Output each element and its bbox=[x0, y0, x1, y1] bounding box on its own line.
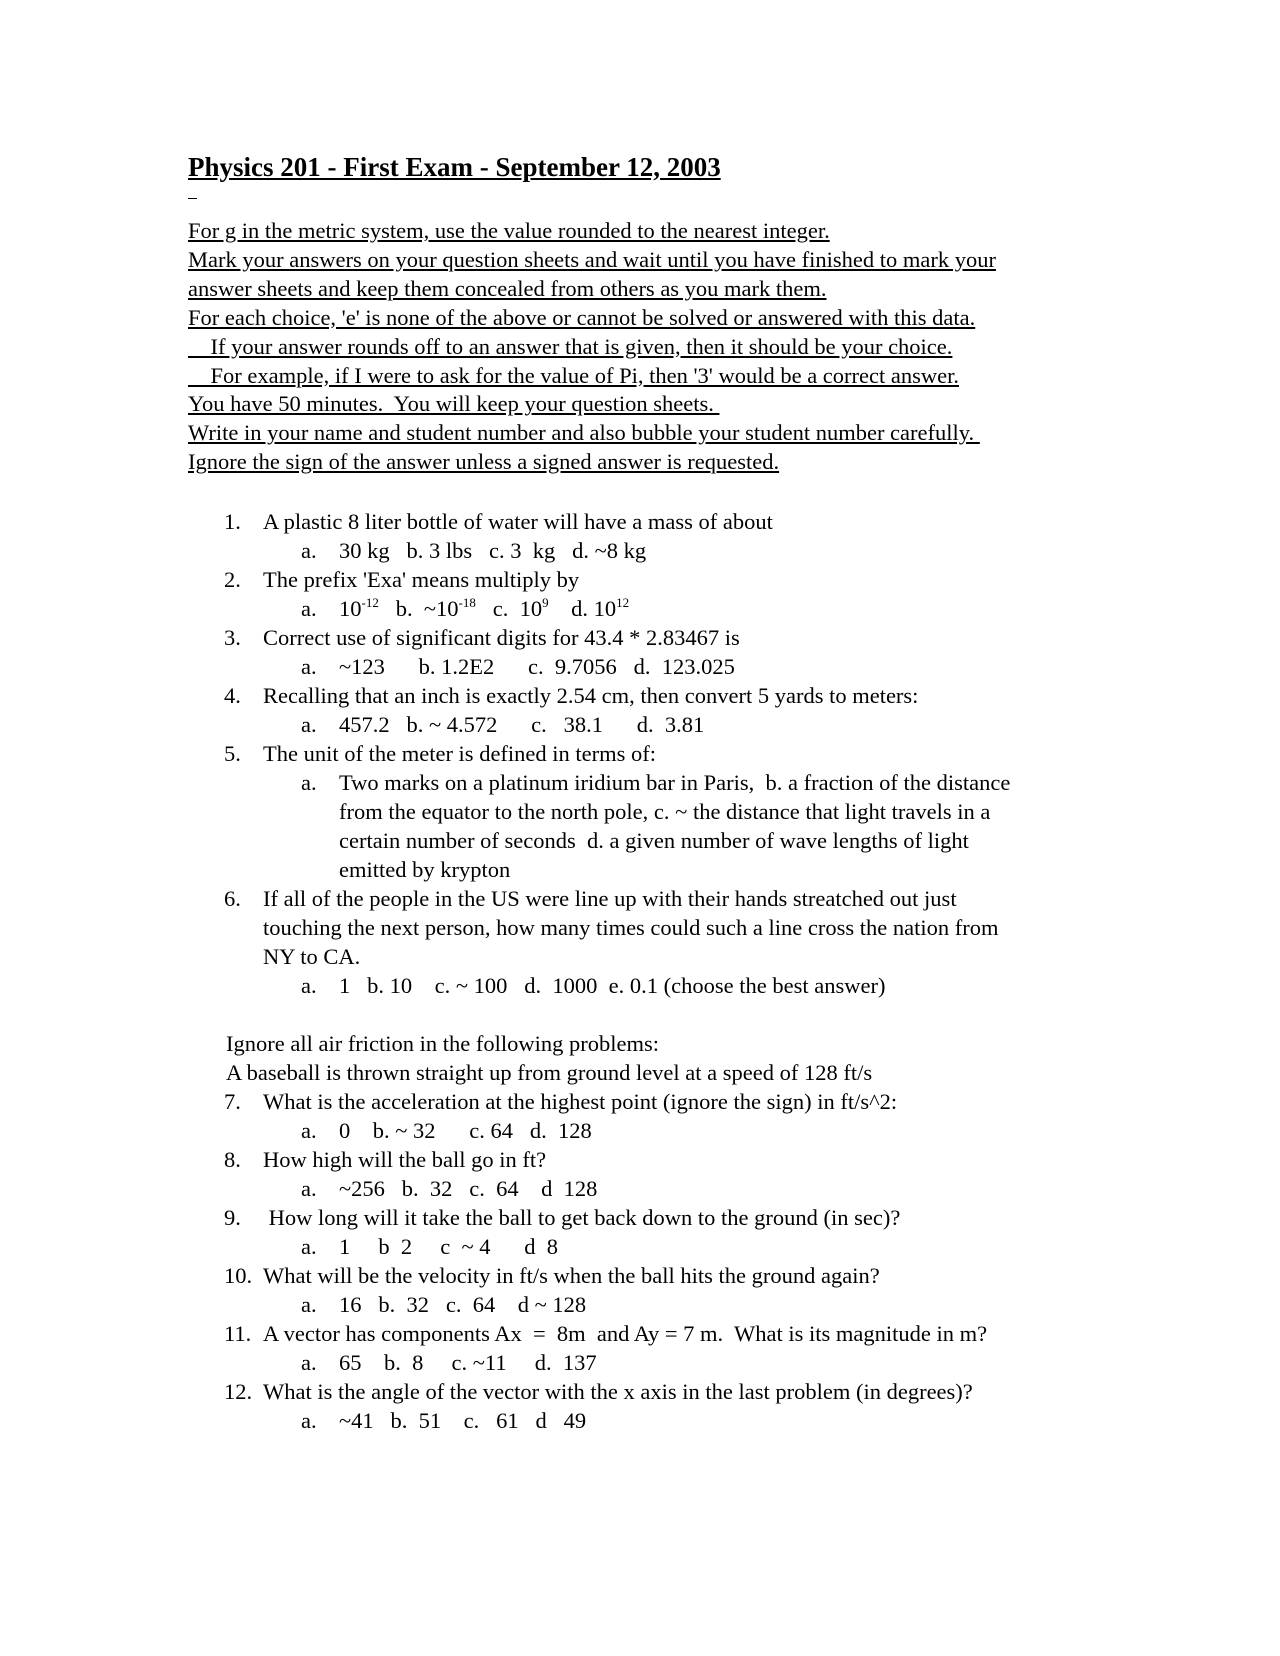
section-intro-line: Ignore all air friction in the following problems: bbox=[226, 1031, 660, 1056]
question-12 bbox=[0, 1379, 1280, 1408]
option-b-exponent: -18 bbox=[458, 595, 476, 610]
option-letter: a. bbox=[301, 1350, 317, 1375]
question-7-options bbox=[0, 1118, 1280, 1147]
options-text: Two marks on a platinum iridium bar in Paris, b. a fraction of the distance bbox=[339, 770, 1011, 795]
question-10 bbox=[0, 1263, 1280, 1292]
instruction-line: You have 50 minutes. You will keep your question sheets. bbox=[188, 391, 720, 417]
question-12-options bbox=[0, 1408, 1280, 1437]
options-text: 1 b. 10 c. ~ 100 d. 1000 e. 0.1 (choose the best answer) bbox=[339, 973, 886, 998]
question-4 bbox=[0, 683, 1280, 712]
option-a-exponent: -12 bbox=[361, 595, 379, 610]
instructions-block bbox=[188, 217, 996, 477]
options-text: 0 b. ~ 32 c. 64 d. 128 bbox=[339, 1118, 592, 1143]
question-text: The prefix 'Exa' means multiply by bbox=[263, 567, 580, 592]
question-5-options-cont bbox=[0, 857, 1280, 886]
options-text: emitted by krypton bbox=[339, 857, 511, 882]
option-letter: a. bbox=[301, 1118, 317, 1143]
options-text: from the equator to the north pole, c. ~ the distance that light travels in a bbox=[339, 799, 991, 824]
instruction-line: If your answer rounds off to an answer that is given, then it should be your choice. bbox=[188, 333, 953, 359]
option-d-base: d. 10 bbox=[571, 596, 617, 621]
question-text: Recalling that an inch is exactly 2.54 cm, then convert 5 yards to meters: bbox=[263, 683, 919, 708]
question-number: 1. bbox=[224, 509, 241, 534]
question-number: 3. bbox=[224, 625, 241, 650]
question-6 bbox=[0, 886, 1280, 915]
options-text bbox=[339, 596, 629, 622]
options-text: 1 b 2 c ~ 4 d 8 bbox=[339, 1234, 559, 1259]
question-number: 7. bbox=[224, 1089, 241, 1114]
question-number: 11. bbox=[224, 1321, 252, 1346]
question-number: 5. bbox=[224, 741, 241, 766]
option-c-base: c. 10 bbox=[492, 596, 543, 621]
options-text: ~256 b. 32 c. 64 d 128 bbox=[339, 1176, 598, 1201]
question-6-cont bbox=[0, 944, 1280, 973]
question-number: 4. bbox=[224, 683, 241, 708]
instruction-line: Ignore the sign of the answer unless a signed answer is requested. bbox=[188, 449, 780, 475]
options-text: ~41 b. 51 c. 61 d 49 bbox=[339, 1408, 587, 1433]
question-3-options bbox=[0, 654, 1280, 683]
question-5-options-cont bbox=[0, 828, 1280, 857]
question-text: Correct use of significant digits for 43.4 * 2.83467 is bbox=[263, 625, 740, 650]
option-letter: a. bbox=[301, 538, 317, 563]
option-letter: a. bbox=[301, 654, 317, 679]
options-text: ~123 b. 1.2E2 c. 9.7056 d. 123.025 bbox=[339, 654, 735, 679]
separator-dash bbox=[188, 198, 197, 199]
question-9-options bbox=[0, 1234, 1280, 1263]
option-letter: a. bbox=[301, 1176, 317, 1201]
question-text: How high will the ball go in ft? bbox=[263, 1147, 547, 1172]
question-5 bbox=[0, 741, 1280, 770]
exam-title: Physics 201 - First Exam - September 12, 2003 bbox=[188, 152, 721, 182]
question-1-options bbox=[0, 538, 1280, 567]
question-number: 6. bbox=[224, 886, 241, 911]
question-text: How long will it take the ball to get back down to the ground (in sec)? bbox=[263, 1205, 901, 1230]
options-text: 16 b. 32 c. 64 d ~ 128 bbox=[339, 1292, 587, 1317]
instruction-line: For each choice, 'e' is none of the above or cannot be solved or answered with this data. bbox=[188, 304, 976, 330]
option-letter: a. bbox=[301, 1408, 317, 1433]
question-text: If all of the people in the US were line up with their hands streatched out just bbox=[263, 886, 957, 911]
question-6-options bbox=[0, 973, 1280, 1002]
question-text: NY to CA. bbox=[263, 944, 361, 969]
question-text: What is the angle of the vector with the x axis in the last problem (in degrees)? bbox=[263, 1379, 973, 1404]
question-text: A vector has components Ax = 8m and Ay = 7 m. What is its magnitude in m? bbox=[263, 1321, 988, 1346]
question-text: A plastic 8 liter bottle of water will have a mass of about bbox=[263, 509, 773, 534]
question-2 bbox=[0, 567, 1280, 596]
question-1 bbox=[0, 509, 1280, 538]
question-2-options bbox=[0, 596, 1280, 625]
option-a-base: 10 bbox=[339, 596, 362, 621]
options-text: 30 kg b. 3 lbs c. 3 kg d. ~8 kg bbox=[339, 538, 647, 563]
options-text: certain number of seconds d. a given number of wave lengths of light bbox=[339, 828, 969, 853]
question-text: What will be the velocity in ft/s when the ball hits the ground again? bbox=[263, 1263, 880, 1288]
question-5-options-cont bbox=[0, 799, 1280, 828]
option-c-exponent: 9 bbox=[542, 595, 549, 610]
question-text: touching the next person, how many times could such a line cross the nation from bbox=[263, 915, 999, 940]
instruction-line: For g in the metric system, use the value rounded to the nearest integer. bbox=[188, 218, 830, 243]
question-text: The unit of the meter is defined in terms of: bbox=[263, 741, 657, 766]
question-number: 2. bbox=[224, 567, 241, 592]
section-intro bbox=[0, 1060, 1280, 1089]
instruction-line: Mark your answers on your question sheets and wait until you have finished to mark your bbox=[188, 246, 996, 272]
question-8-options bbox=[0, 1176, 1280, 1205]
question-text: What is the acceleration at the highest point (ignore the sign) in ft/s^2: bbox=[263, 1089, 898, 1114]
question-4-options bbox=[0, 712, 1280, 741]
question-9 bbox=[0, 1205, 1280, 1234]
options-text: 457.2 b. ~ 4.572 c. 38.1 d. 3.81 bbox=[339, 712, 705, 737]
option-letter: a. bbox=[301, 712, 317, 737]
option-letter: a. bbox=[301, 596, 317, 621]
instruction-line: answer sheets and keep them concealed from others as you mark them. bbox=[188, 275, 827, 301]
question-3 bbox=[0, 625, 1280, 654]
option-letter: a. bbox=[301, 1234, 317, 1259]
option-letter: a. bbox=[301, 973, 317, 998]
option-b-base: b. ~10 bbox=[395, 596, 459, 621]
question-number: 8. bbox=[224, 1147, 241, 1172]
question-8 bbox=[0, 1147, 1280, 1176]
option-letter: a. bbox=[301, 770, 317, 795]
question-11-options bbox=[0, 1350, 1280, 1379]
option-letter: a. bbox=[301, 1292, 317, 1317]
question-10-options bbox=[0, 1292, 1280, 1321]
question-11 bbox=[0, 1321, 1280, 1350]
section-intro bbox=[0, 1031, 1280, 1060]
option-d-exponent: 12 bbox=[616, 595, 630, 610]
instruction-line: For example, if I were to ask for the value of Pi, then '3' would be a correct answer. bbox=[188, 362, 959, 388]
instruction-line: Write in your name and student number and also bubble your student number carefully. bbox=[188, 420, 980, 446]
question-number: 12. bbox=[224, 1379, 253, 1404]
question-6-cont bbox=[0, 915, 1280, 944]
question-7 bbox=[0, 1089, 1280, 1118]
question-number: 9. bbox=[224, 1205, 241, 1230]
section-intro-line: A baseball is thrown straight up from ground level at a speed of 128 ft/s bbox=[226, 1060, 873, 1085]
options-text: 65 b. 8 c. ~11 d. 137 bbox=[339, 1350, 597, 1375]
question-5-options bbox=[0, 770, 1280, 799]
question-number: 10. bbox=[224, 1263, 253, 1288]
